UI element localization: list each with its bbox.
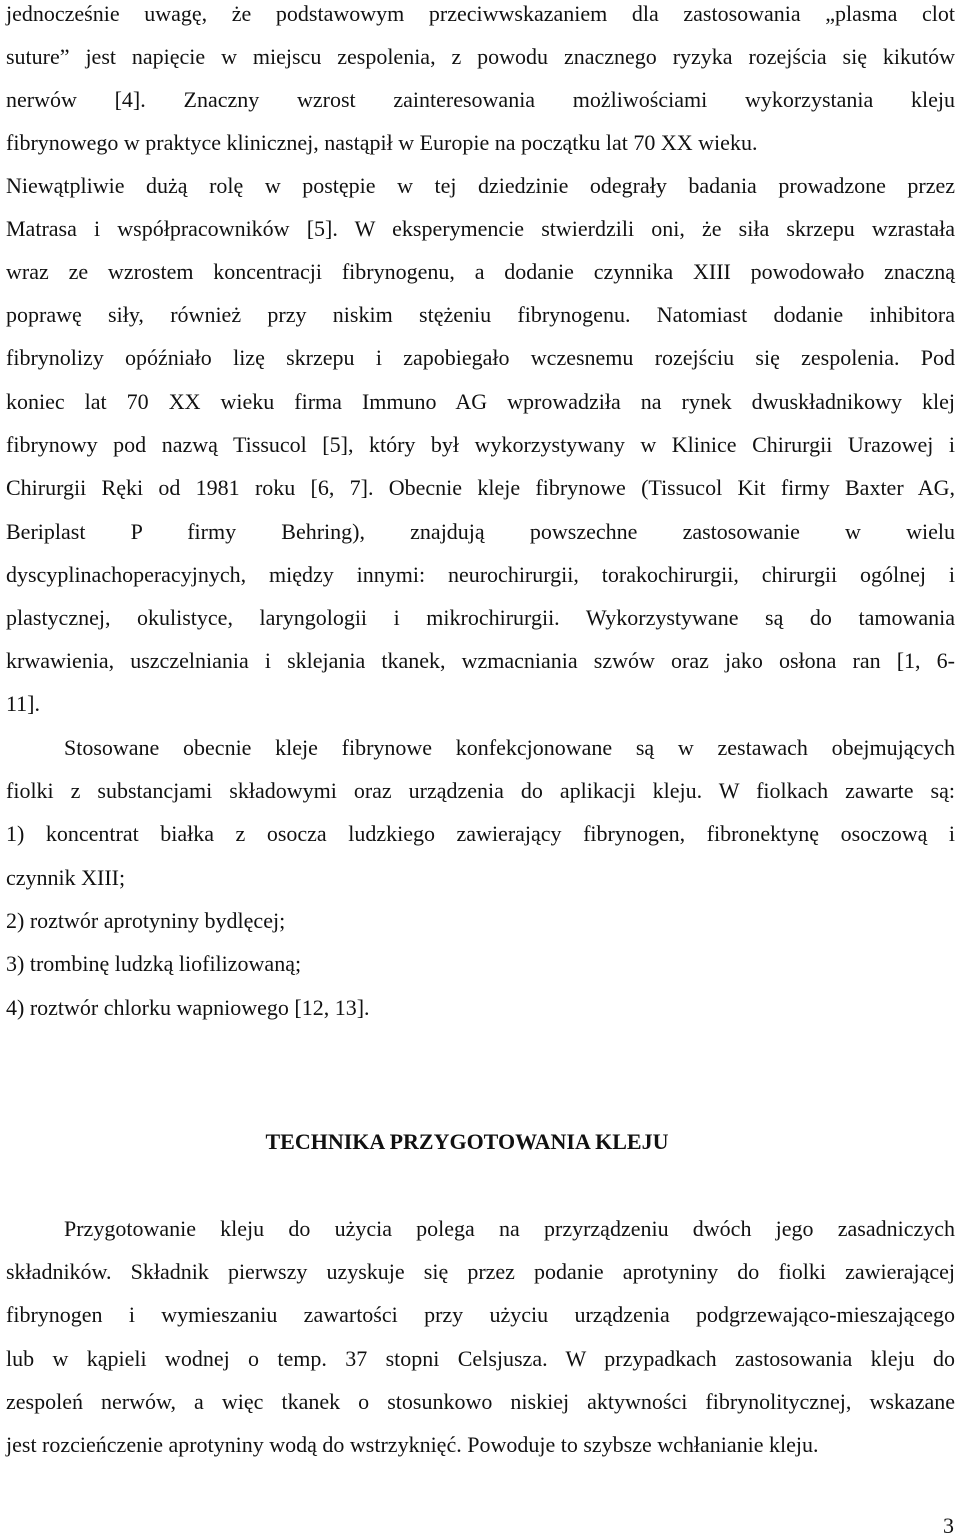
- text-line: plastycznej, okulistyce, laryngologii i mikrochirurgii. Wykorzystywane są do tamowania: [6, 605, 955, 630]
- list-item: 2) roztwór aprotyniny bydlęcej;: [6, 908, 286, 933]
- text-line: poprawę siły, również przy niskim stężeniu fibrynogenu. Natomiast dodanie inhibitora: [6, 302, 955, 327]
- text-line: Chirurgii Ręki od 1981 roku [6, 7]. Obecnie kleje fibrynowe (Tissucol Kit firmy Baxter AG,: [6, 475, 955, 500]
- list-item: 4) roztwór chlorku wapniowego [12, 13].: [6, 995, 370, 1020]
- text-line: 1) koncentrat białka z osocza ludzkiego zawierający fibrynogen, fibronektynę osoczową i: [6, 821, 955, 846]
- page-number: 3: [943, 1513, 954, 1538]
- text-line: nerwów [4]. Znaczny wzrost zainteresowania możliwościami wykorzystania kleju: [6, 87, 955, 112]
- text-line: jednocześnie uwagę, że podstawowym przeciwwskazaniem dla zastosowania „plasma clot: [6, 1, 955, 26]
- list-item: czynnik XIII;: [6, 865, 126, 890]
- text-line: 11].: [6, 691, 41, 716]
- text-line: suture” jest napięcie w miejscu zespolenia, z powodu znacznego ryzyka rozejścia się kikutów: [6, 44, 955, 69]
- text-line: Beriplast P firmy Behring), znajdują powszechne zastosowanie w wielu: [6, 519, 955, 544]
- text-line: jest rozcieńczenie aprotyniny wodą do wstrzyknięć. Powoduje to szybsze wchłanianie kleju.: [6, 1432, 819, 1457]
- text-line: fiolki z substancjami składowymi oraz urządzenia do aplikacji kleju. W fiolkach zawarte są:: [6, 778, 955, 803]
- text-line: fibrynolizy opóźniało lizę skrzepu i zapobiegało wczesnemu rozejściu się zespolenia. Pod: [6, 345, 955, 370]
- text-line: fibrynowy pod nazwą Tissucol [5], który był wykorzystywany w Klinice Chirurgii Urazowej i: [6, 432, 955, 457]
- text-line: wraz ze wzrostem koncentracji fibrynogenu, a dodanie czynnika XIII powodowało znaczną: [6, 259, 955, 284]
- text-line: składników. Składnik pierwszy uzyskuje się przez podanie aprotyniny do fiolki zawierającej: [6, 1259, 955, 1284]
- text-line: fibrynowego w praktyce klinicznej, nastąpił w Europie na początku lat 70 XX wieku.: [6, 130, 758, 155]
- text-line: Stosowane obecnie kleje fibrynowe konfekcjonowane są w zestawach obejmujących: [64, 735, 955, 760]
- text-line: zespoleń nerwów, a więc tkanek o stosunkowo niskiej aktywności fibrynolitycznej, wskazane: [6, 1389, 955, 1414]
- text-line: krwawienia, uszczelniania i sklejania tkanek, wzmacniania szwów oraz jako osłona ran [1, 6-: [6, 648, 955, 673]
- text-line: Matrasa i współpracowników [5]. W eksperymencie stwierdzili oni, że siła skrzepu wzrastała: [6, 216, 955, 241]
- list-item: 3) trombinę ludzką liofilizowaną;: [6, 951, 302, 976]
- text-line: dyscyplinachoperacyjnych, między innymi: neurochirurgii, torakochirurgii, chirurgii ogólnej i: [6, 562, 955, 587]
- text-line: Przygotowanie kleju do użycia polega na przyrządzeniu dwóch jego zasadniczych: [64, 1216, 955, 1241]
- text-line: koniec lat 70 XX wieku firma Immuno AG wprowadziła na rynek dwuskładnikowy klej: [6, 389, 955, 414]
- text-line: fibrynogen i wymieszaniu zawartości przy użyciu urządzenia podgrzewająco-mieszającego: [6, 1302, 955, 1327]
- text-line: lub w kąpieli wodnej o temp. 37 stopni Celsjusza. W przypadkach zastosowania kleju do: [6, 1346, 955, 1371]
- section-heading: TECHNIKA PRZYGOTOWANIA KLEJU: [265, 1129, 669, 1154]
- text-line: Niewątpliwie dużą rolę w postępie w tej dziedzinie odegrały badania prowadzone przez: [6, 173, 955, 198]
